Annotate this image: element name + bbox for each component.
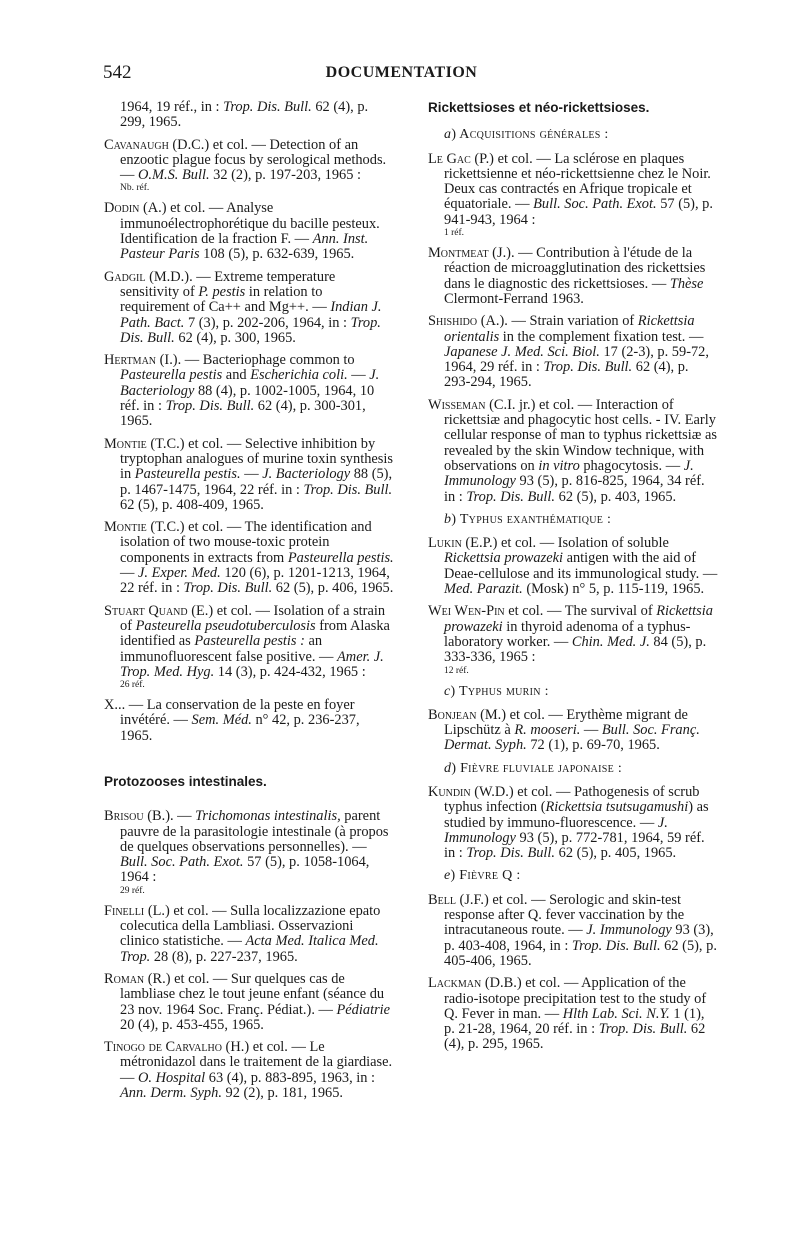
right-column (428, 100, 718, 1060)
author: Bonjean (428, 706, 477, 723)
reference-entry: Montie (T.C.) et col. — Selective inhibition by tryptophan analogues of murine toxin synthesis in Pasteurella pestis. — J. Bacteriology 88 (5), p. 1467-1475, 1964, 22 réf. in : Trop. Dis. Bull. 62 (5), p. 408-409, 1965. (104, 435, 393, 513)
reference-entry: Stuart Quand (E.) et col. — Isolation of a strain of Pasteurella pseudotuberculosis from Alaska identified as Pasteurella pestis : an immunofluorescent false positive. — Amer. J. Trop. Med. Hyg. 14 (3), p. 424-432, 1965 : 26 réf. (104, 604, 394, 691)
reference-entry: Wei Wen-Pin et col. — The survival of Rickettsia prowazeki in thyroid adenoma of a typhus-laboratory worker. — Chin. Med. J. 84 (5), p. 333-336, 1965 : 12 réf. (428, 604, 718, 676)
author: Montmeat (428, 245, 489, 262)
reference-entry: Gadgil (M.D.). — Extreme temperature sensitivity of P. pestis in relation to requirement of Ca++ and Mg++. — Indian J. Path. Bact. 7 (3), p. 202-206, 1964, in : Trop. Dis. Bull. 62 (4), p. 300, 1965. (104, 268, 382, 346)
author: Tinogo de Carvalho (104, 1039, 222, 1056)
reference-entry: Bell (J.F.) et col. — Serologic and skin-test response after Q. fever vaccination by the intracutaneous route. — J. Immunology 93 (3), p. 403-408, 1964, in : Trop. Dis. Bull. 62 (5), p. 405-406, 1965. (428, 891, 717, 969)
author: Wei Wen-Pin (428, 603, 505, 620)
author: Cavanaugh (104, 136, 169, 153)
reference-entry: Lackman (D.B.) et col. — Application of the radio-isotope precipitation test to the study of Q. Fever in man. — Hlth Lab. Sci. N.Y. 1 (1), p. 21-28, 1964, 20 réf. in : Trop. Dis. Bull. 62 (4), p. 295, 1965. (428, 975, 707, 1053)
subsection-heading: e) Fièvre Q : (444, 868, 521, 884)
author: Finelli (104, 902, 145, 919)
reference-entry: Dodin (A.) et col. — Analyse immunoélectrophorétique du bacille pesteux. Identification de la fraction F. — Ann. Inst. Pasteur Paris 108 (5), p. 632-639, 1965. (104, 200, 380, 263)
page-header (103, 62, 700, 92)
author: Le Gac (428, 150, 471, 167)
reference-entry: Wisseman (C.I. jr.) et col. — Interaction of rickettsiæ and phagocytic host cells. - IV. Early cellular response of man to typhus rickettsiæ as revealed by the skin Window technique, with observations on in vitro phagocytosis. — J. Immunology 93 (5), p. 816-825, 1964, 34 réf. in : Trop. Dis. Bull. 62 (5), p. 403, 1965. (428, 396, 717, 505)
reference-entry: Shishido (A.). — Strain variation of Rickettsia orientalis in the complement fixation test. — Japanese J. Med. Sci. Biol. 17 (2-3), p. 59-72, 1964, 29 réf. in : Trop. Dis. Bull. 62 (4), p. 293-294, 1965. (428, 313, 709, 391)
section-heading: Protozooses intestinales. (104, 773, 267, 789)
running-title: DOCUMENTATION (325, 64, 478, 81)
ref-count: Nb. réf. (120, 183, 150, 194)
author: Roman (104, 970, 145, 987)
ref-count: 1 réf. (444, 228, 465, 239)
subsection-heading: d) Fièvre fluviale japonaise : (444, 760, 623, 776)
subsection-heading: c) Typhus murin : (444, 683, 549, 699)
author: Stuart Quand (104, 602, 188, 619)
reference-entry: Kundin (W.D.) et col. — Pathogenesis of scrub typhus infection (Rickettsia tsutsugamushi) as studied by immuno-fluorescence. — J. Immunology 93 (5), p. 772-781, 1964, 59 réf. in : Trop. Dis. Bull. 62 (5), p. 405, 1965. (428, 783, 709, 862)
author: Hertman (104, 352, 157, 369)
reference-entry: X... — La conservation de la peste en foyer invétéré. — Sem. Méd. n° 42, p. 236-237, 1965. (104, 697, 360, 744)
reference-entry: Bonjean (M.) et col. — Erythème migrant de Lipschütz à R. mooseri. — Bull. Soc. Franç. Dermat. Syph. 72 (1), p. 69-70, 1965. (428, 706, 700, 754)
author: Kundin (428, 783, 471, 800)
reference-entry: 1964, 19 réf., in : Trop. Dis. Bull. 62 (4), p. 299, 1965. (120, 99, 369, 131)
ref-count: 12 réf. (444, 665, 469, 676)
author: Lukin (428, 535, 462, 552)
reference-entry: Montie (T.C.) et col. — The identification and isolation of two mouse-toxic protein components in extracts from Pasteurella pestis. — J. Exper. Med. 120 (6), p. 1201-1213, 1964, 22 réf. in : Trop. Dis. Bull. 62 (5), p. 406, 1965. (104, 519, 394, 597)
reference-entry: Tinogo de Carvalho (H.) et col. — Le métronidazol dans le traitement de la giardiase. — O. Hospital 63 (4), p. 883-895, 1963, in : Ann. Derm. Syph. 92 (2), p. 181, 1965. (104, 1039, 393, 1102)
section-heading: Rickettsioses et néo-rickettsioses. (428, 100, 650, 115)
ref-count: 26 réf. (120, 680, 145, 691)
ref-count: 29 réf. (120, 885, 145, 896)
author: Bell (428, 891, 456, 908)
author: Brisou (104, 808, 144, 825)
page-number: 542 (103, 62, 132, 83)
author: Lackman (428, 975, 482, 992)
reference-entry: Roman (R.) et col. — Sur quelques cas de lambliase chez le tout jeune enfant (séance du 23 nov. 1964 Soc. Franç. Pédiat.). — Pédiatrie 20 (4), p. 453-455, 1965. (104, 970, 391, 1033)
author: Montie (104, 519, 147, 536)
reference-entry: Lukin (E.P.) et col. — Isolation of soluble Rickettsia prowazeki antigen with the aid of Deae-cellulose and its immunological study. — Med. Parazit. (Mosk) n° 5, p. 115-119, 1965. (428, 535, 718, 598)
author: Montie (104, 435, 147, 452)
reference-entry: Finelli (L.) et col. — Sulla localizzazione epato colecutica della Lambliasi. Osservazioni clinico statistiche. — Acta Med. Italica Med. Trop. 28 (8), p. 227-237, 1965. (104, 902, 381, 965)
author: Dodin (104, 200, 140, 217)
reference-entry: Montmeat (J.). — Contribution à l'étude de la réaction de microagglutination des rickettsies dans le diagnostic des rickettsioses. — Thèse Clermont-Ferrand 1963. (428, 245, 706, 307)
reference-entry: Cavanaugh (D.C.) et col. — Detection of an enzootic plague focus by serological methods. — O.M.S. Bull. 32 (2), p. 197-203, 1965 : Nb. réf. (104, 138, 394, 195)
reference-entry: Brisou (B.). — Trichomonas intestinalis, parent pauvre de la parasitologie intestinale (à propos de quelques observations personnelles). — Bull. Soc. Path. Exot. 57 (5), p. 1058-1064, 1964 : 29 réf. (104, 809, 394, 896)
author: Gadgil (104, 268, 146, 285)
reference-entry: Hertman (I.). — Bacteriophage common to Pasteurella pestis and Escherichia coli. — J. Bacteriology 88 (4), p. 1002-1005, 1964, 10 réf. in : Trop. Dis. Bull. 62 (4), p. 300-301, 1965. (104, 352, 380, 430)
author: Shishido (428, 313, 478, 330)
left-column (104, 100, 394, 1108)
author: Wisseman (428, 396, 486, 413)
subsection-heading: a) Acquisitions générales : (444, 127, 609, 143)
subsection-heading: b) Typhus exanthématique : (444, 511, 612, 527)
reference-entry: Le Gac (P.) et col. — La sclérose en plaques rickettsienne et néo-rickettsienne chez le Noir. Deux cas contractés en Afrique tropicale et équatoriale. — Bull. Soc. Path. Exot. 57 (5), p. 941-943, 1964 : 1 réf. (428, 152, 718, 239)
